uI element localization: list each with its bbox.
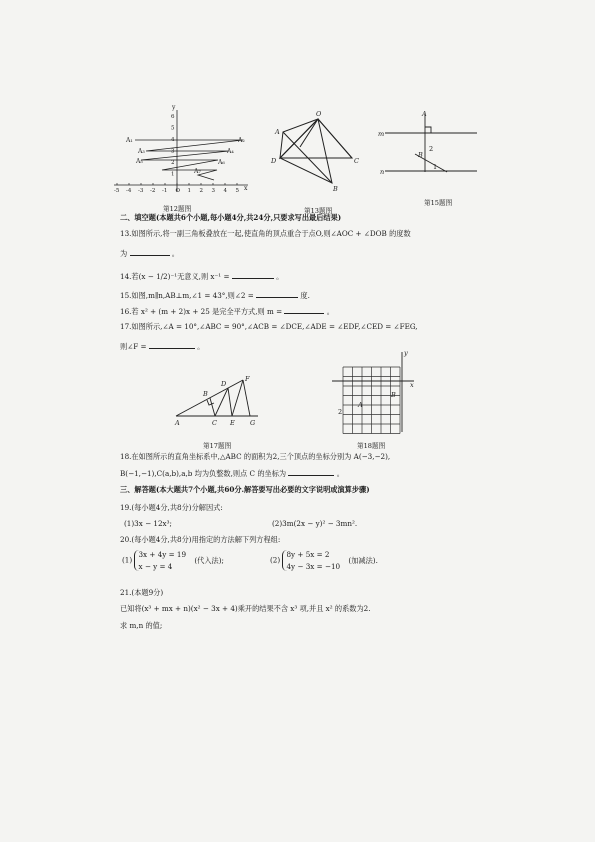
fig12-point-a3: A₃ [138, 148, 145, 155]
fig18-caption: 第18题图 [357, 442, 386, 450]
fig12-x-tick: 3 [211, 188, 215, 194]
q21-head: 21.(本题9分) [120, 588, 164, 597]
section3-title: 三、解答题(本大题共7个小题,共60分.解答要写出必要的文字说明或演算步骤) [120, 485, 370, 494]
q16-text: 16.若 x² + (m + 2)x + 25 是完全平方式,则 m = [120, 307, 283, 316]
fig12-point-a4: A₄ [227, 148, 234, 155]
q20-part1-system [134, 550, 186, 571]
fig12-x-tick: 2 [199, 188, 203, 194]
q21-line1: 已知将(x³ + mx + n)(x² − 3x + 4)乘开的结果不含 x³ 项,并且 x² 的系数为2. [120, 604, 371, 613]
fig12-y-tick: 5 [171, 125, 175, 132]
q17-prefix: 则∠F = [120, 342, 147, 351]
fig12-x-tick: -5 [114, 188, 120, 194]
fig12-x-tick: O [175, 188, 181, 194]
fig15-label-b: B [418, 151, 423, 159]
fig17-point-a: A [175, 419, 180, 427]
fig12-x-tick: 4 [223, 188, 227, 194]
fig18-label-x: x [410, 381, 414, 389]
fig15-label-m: m [378, 130, 385, 138]
fig12-y-tick: 4 [171, 137, 175, 143]
q18-line1: 18.在如图所示的直角坐标系中,△ABC 的面积为2,三个顶点的坐标分别为 A(−3,−2), [120, 452, 391, 461]
fig12-point-a2: A₂ [238, 137, 245, 144]
q20-part2-method: (加减法). [348, 555, 378, 565]
fig13-point-c: C [354, 157, 359, 165]
fig12-y-axis-label: y [172, 104, 176, 111]
q20-part2-label: (2) [270, 555, 281, 565]
fig13-caption: 第13题图 [304, 207, 333, 215]
fig12-point-a1: A₁ [126, 137, 133, 144]
q21-line2: 求 m,n 的值; [120, 621, 163, 630]
q20-head: 20.(每小题4分,共8分)用指定的方法解下列方程组: [120, 535, 281, 544]
fig12-x-tick: -4 [126, 188, 132, 194]
q20-part1-label: (1) [122, 555, 133, 565]
fig18-label-y: y [404, 349, 408, 357]
fig12-x-tick: -2 [150, 188, 156, 194]
fig12-y-tick: 6 [171, 114, 175, 120]
q18-prefix: B(−1,−1),C(a,b),a,b 均为负整数,则点 C 的坐标为 [120, 469, 287, 478]
q13-line1: 13.如图所示,将一副三角板叠放在一起,使直角的顶点重合于点O,则∠AOC + ∠DOB 的度数 [120, 229, 411, 238]
q15-text: 15.如图,m∥n,AB⊥m,∠1 = 43°,则∠2 = [120, 291, 254, 300]
fig13-point-o: O [316, 110, 322, 118]
fig12-point-a5: A₅ [136, 158, 143, 165]
fig12-x-axis-label: x [244, 185, 248, 192]
q20-part1 [122, 550, 224, 571]
q13-prefix: 为 [120, 249, 128, 258]
fig18-point-a: A [358, 401, 363, 409]
fig12-point-a6: A₆ [218, 159, 225, 166]
fig18-label-2: 2 [338, 408, 343, 416]
q17-line1: 17.如图所示,∠A = 10°,∠ABC = 90°,∠ACB = ∠DCE,∠ADE = ∠EDF,∠CED = ∠FEG, [120, 322, 418, 331]
fig12-x-tick: -1 [162, 188, 168, 194]
q20-part1-method: (代入法); [194, 555, 224, 565]
fig15-label-1: 1 [433, 163, 438, 171]
fig17-point-f: F [245, 375, 250, 383]
fig15-label-a: A [422, 110, 427, 118]
fig15-caption: 第15题图 [424, 199, 453, 207]
fig13-point-a: A [275, 128, 280, 136]
fig12-point-a7: A₇ [194, 168, 201, 175]
q14-text: 14.若(x − 1/2)⁻¹无意义,则 x⁻¹ = [120, 272, 230, 281]
q17-suffix: 。 [197, 342, 205, 351]
q19-part2: (2)3m(2x − y)² − 3mn². [272, 519, 358, 528]
fig17-point-d: D [221, 380, 227, 388]
fig17-point-g: G [250, 419, 256, 427]
q20-part2-system [282, 550, 340, 571]
fig17-point-e: E [230, 419, 235, 427]
fig12-caption: 第12题图 [163, 205, 192, 213]
section2-title: 二、填空题(本题共6个小题,每小题4分,共24分,只要求写出最后结果) [120, 213, 342, 222]
q14-suffix: 。 [276, 272, 284, 281]
fig12-y-tick: 1 [171, 171, 175, 178]
q20-part2-eq1: 8y + 5x = 2 [286, 550, 330, 559]
q20-part1-eq1: 3x + 4y = 19 [138, 550, 187, 559]
fig18-point-b: B [391, 391, 396, 399]
q20-part2-eq2: 4y − 3x = −10 [286, 562, 341, 571]
fig13-point-b: B [333, 185, 338, 193]
q20-part2 [270, 550, 378, 571]
fig17-caption: 第17题图 [203, 442, 232, 450]
q16-suffix: 。 [326, 307, 334, 316]
fig12-y-tick: 2 [171, 160, 175, 166]
q19-part1: (1)3x − 12x³; [124, 519, 172, 528]
fig17-point-c: C [212, 419, 217, 427]
q18-line2 [120, 468, 344, 478]
fig15-label-2: 2 [429, 145, 434, 153]
fig13-point-d: D [271, 157, 277, 165]
q19-head: 19.(每小题4分,共8分)分解因式: [120, 503, 223, 512]
fig12-x-tick: -3 [138, 188, 144, 194]
q20-part1-eq2: x − y = 4 [138, 562, 173, 571]
fig12-y-tick: 3 [171, 148, 175, 155]
fig12-x-tick: 1 [187, 188, 191, 194]
q13-suffix: 。 [171, 249, 179, 258]
q15-suffix: 度. [300, 291, 310, 300]
fig15-label-n: n [380, 168, 385, 176]
q18-answer-blank[interactable] [288, 468, 334, 476]
fig12-x-tick: 5 [235, 188, 239, 194]
q18-suffix: 。 [336, 469, 344, 478]
fig17-point-b: B [203, 390, 208, 398]
